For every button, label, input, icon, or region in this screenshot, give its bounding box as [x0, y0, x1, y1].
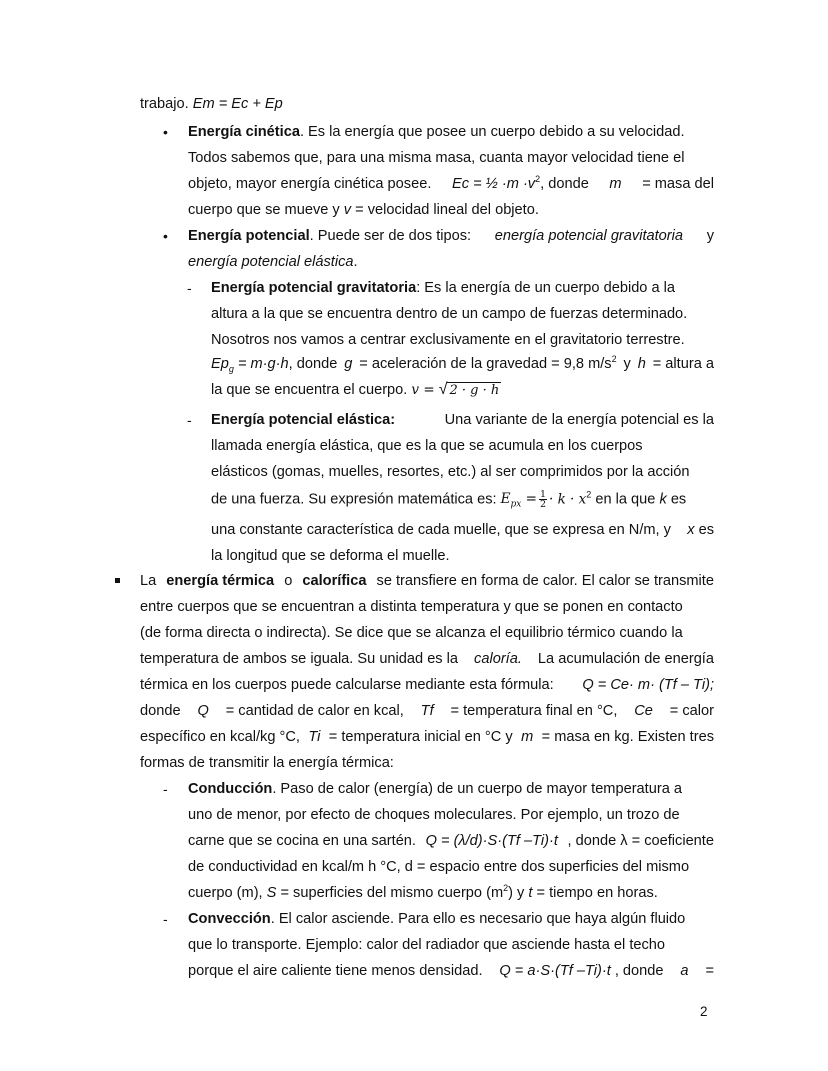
cinetica-line-1: Energía cinética. Es la energía que posee un cuerpo debido a su velocidad.: [188, 124, 685, 140]
sqrt-expression: √ 2 · g · h: [438, 381, 500, 398]
dash-gravitatoria: -: [187, 280, 192, 296]
dash-elastica: -: [187, 412, 192, 428]
cinetica-line-2: Todos sabemos que, para una misma masa, cuanta mayor velocidad tiene el: [188, 150, 685, 166]
conveccion-line-2: que lo transporte. Ejemplo: calor del radiador que asciende hasta el techo: [188, 937, 666, 953]
gravitatoria-line-3: Nosotros nos vamos a centrar exclusivamente en el gravitatorio terrestre.: [211, 332, 685, 348]
elastica-line-3: elásticos (gomas, muelles, resortes, etc.) al ser comprimidos por la acción: [211, 464, 690, 480]
termica-line-7: específico en kcal/kg °C, Ti = temperatura inicial en °C y m = masa en kg. Existen tres: [140, 729, 714, 745]
termica-line-3: (de forma directa o indirecta). Se dice que se alcanza el equilibrio térmico cuando la: [140, 625, 683, 641]
dash-conveccion: -: [163, 911, 168, 927]
potencial-line-1: Energía potencial. Puede ser de dos tipos: energía potencial gravitatoria y: [188, 228, 714, 244]
intro-line: trabajo. Em = Ec + Ep: [140, 96, 283, 112]
fraction-one-half: $\frac{1}{2}$: [539, 489, 546, 510]
heat-formula: Q = Ce· m· (Tf – Ti);: [582, 677, 714, 693]
sqrt-icon: √: [438, 381, 448, 398]
conduccion-title: Conducción: [188, 781, 273, 797]
potencial-line-2: energía potencial elástica.: [188, 254, 358, 270]
elastica-line-4: de una fuerza. Su expresión matemática es: $E_{px}$ = $\frac{1}{2}$ · $k \cdot x^2$ en la que k es: [211, 489, 687, 511]
conduccion-line-3: carne que se cocina en una sartén. Q = (λ/d)·S·(Tf –Ti)·t , donde λ = coeficiente: [188, 833, 714, 849]
conveccion-line-3: porque el aire caliente tiene menos densidad. Q = a·S·(Tf –Ti)·t , donde a =: [188, 963, 714, 979]
cinetica-title: Energía cinética: [188, 124, 300, 140]
elastica-line-5: una constante característica de cada muelle, que se expresa en N/m, y x es: [211, 522, 714, 538]
elastica-line-2: llamada energía elástica, que es la que se acumula en los cuerpos: [211, 438, 643, 454]
termica-line-8: formas de transmitir la energía térmica:: [140, 755, 394, 771]
termica-line-5: térmica en los cuerpos puede calcularse mediante esta fórmula: Q = Ce· m· (Tf – Ti);: [140, 677, 714, 693]
page-number: 2: [700, 1004, 708, 1019]
cinetica-line-4: cuerpo que se mueve y v = velocidad lineal del objeto.: [188, 202, 539, 218]
convection-formula: Q = a·S·(Tf –Ti)·t: [499, 963, 611, 979]
termica-line-4: temperatura de ambos se iguala. Su unidad es la caloría. La acumulación de energía: [140, 651, 714, 667]
gravitatoria-line-4: $Ep_g = m\cdot g\cdot h$, donde g = aceleración de la gravedad = 9,8 $m/s^2$ y h = altura a: [211, 354, 714, 374]
square-bullet-icon: [115, 578, 120, 583]
kinetic-formula: Ec = ½ ·m ·v: [451, 176, 536, 192]
gravitatoria-title: Energía potencial gravitatoria: [211, 280, 417, 296]
potencial-title: Energía potencial: [188, 228, 310, 244]
bullet-potencial: •: [163, 228, 168, 244]
gravitatoria-line-1: Energía potencial gravitatoria: Es la energía de un cuerpo debido a la: [211, 280, 676, 296]
bullet-cinetica: •: [163, 124, 168, 140]
termica-line-1: La energía térmica o calorífica se transfiere en forma de calor. El calor se transmite: [140, 573, 714, 589]
gravitatoria-line-5: la que se encuentra el cuerpo. v = √ 2 · g · h: [211, 381, 500, 398]
elastica-line-6: la longitud que se deforma el muelle.: [211, 548, 450, 564]
conveccion-title: Convección: [188, 911, 271, 927]
elastic-formula: $E_{px}$ =: [500, 491, 537, 511]
conveccion-line-1: Convección. El calor asciende. Para ello es necesario que haya algún fluido: [188, 911, 686, 927]
velocity-formula: v =: [411, 382, 435, 398]
termica-line-2: entre cuerpos que se encuentran a distinta temperatura y que se ponen en contacto: [140, 599, 683, 615]
elastica-title: Energía potencial elástica:: [211, 412, 396, 428]
conduction-formula: Q = (λ/d)·S·(Tf –Ti)·t: [425, 833, 558, 849]
dash-conduccion: -: [163, 781, 168, 797]
conduccion-line-4: de conductividad en kcal/m h °C, d = espacio entre dos superficies del mismo: [188, 859, 690, 875]
conduccion-line-2: uno de menor, por efecto de choques moleculares. Por ejemplo, un trozo de: [188, 807, 680, 823]
conduccion-line-5: cuerpo (m), S = superficies del mismo cuerpo $(m^2)$ y t = tiempo en horas.: [188, 883, 658, 901]
gravitatoria-line-2: altura a la que se encuentra dentro de un campo de fuerzas determinado.: [211, 306, 688, 322]
cinetica-line-3: objeto, mayor energía cinética posee. Ec = ½ $\cdot m \cdot v^2$, donde m = masa del: [188, 174, 714, 192]
elastica-line-1: Energía potencial elástica: Una variante de la energía potencial es la: [211, 412, 714, 428]
conduccion-line-1: Conducción. Paso de calor (energía) de un cuerpo de mayor temperatura a: [188, 781, 682, 797]
termica-line-6: donde Q = cantidad de calor en kcal, Tf = temperatura final en °C, Ce = calor: [140, 703, 714, 719]
gravitational-formula: Ep: [211, 356, 229, 372]
mechanical-energy-formula: Em = Ec + Ep: [192, 96, 283, 112]
